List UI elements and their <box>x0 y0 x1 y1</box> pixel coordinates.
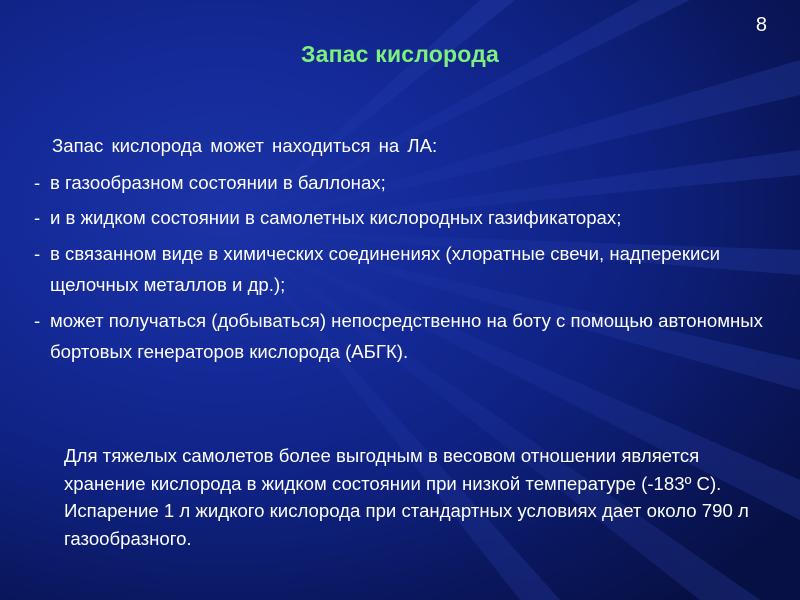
liquid-oxygen-note: Для тяжелых самолетов более выгодным в весовом отношении является хранение кислорода в жидком состоянии при низкой температуре (-183º С). Испарение 1 л жидкого кислорода при стандартных условиях дает около 790 л газообразного. <box>64 445 749 549</box>
list-dash: - <box>34 171 41 193</box>
list-item <box>34 167 774 199</box>
list-item-text: и в жидком состоянии в самолетных кислородных газификаторах; <box>50 207 622 228</box>
intro-text: Запас кислорода может находиться на ЛА: <box>52 135 438 156</box>
list-item-text: может получаться (добываться) непосредственно на боту с помощью автономных бортовых генераторов кислорода (АБГК). <box>50 309 763 362</box>
list-dash: - <box>34 242 41 264</box>
list-item-text: в связанном виде в химических соединениях (хлоратные свечи, надперекиси щелочных металлов и др.); <box>50 242 721 295</box>
list-item <box>34 305 774 368</box>
list-item-text: в газообразном состоянии в баллонах; <box>50 171 386 193</box>
list-dash: - <box>34 207 41 228</box>
list-item <box>34 238 774 301</box>
list-dash: - <box>34 309 41 331</box>
slide-title: Запас кислорода <box>300 41 500 67</box>
slide-body <box>34 130 774 372</box>
storage-methods-list <box>34 167 774 368</box>
list-item <box>34 202 774 234</box>
page-number: 8 <box>755 14 767 36</box>
